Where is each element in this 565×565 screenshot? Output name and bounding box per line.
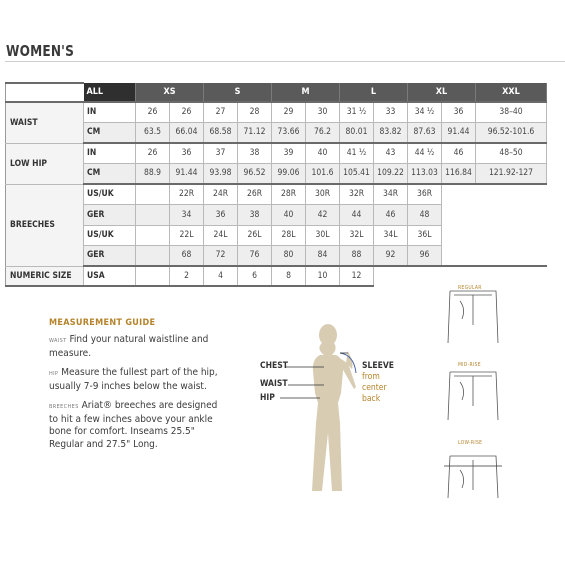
unit-label: GER — [84, 245, 136, 266]
table-cell: 26 — [170, 102, 204, 122]
table-cell: 12 — [340, 266, 374, 286]
table-cell: 38 — [238, 204, 272, 225]
guide-title: MEASUREMENT GUIDE — [49, 318, 156, 328]
table-cell: 36L — [408, 225, 442, 245]
table-cell: 26 — [136, 102, 170, 122]
fit-regular — [440, 285, 506, 343]
unit-label: US/UK — [84, 225, 136, 245]
table-cell: 116.84 — [442, 163, 476, 184]
unit-label: GER — [84, 204, 136, 225]
waist-tag: WAIST — [49, 338, 67, 344]
table-cell — [136, 225, 170, 245]
table-cell: 39 — [272, 143, 306, 163]
table-cell: 80 — [272, 245, 306, 266]
fit-label: REGULAR — [458, 285, 482, 291]
header-size-xl: XL — [408, 83, 476, 102]
table-cell: 24L — [204, 225, 238, 245]
table-cell: 63.5 — [136, 122, 170, 143]
table-cell: 4 — [204, 266, 238, 286]
breeches-text: Ariat® breeches are designed to hit a few inches above your ankle bone for comfort. Inseams 25.5" Regular and 27.5" Long. — [49, 400, 218, 450]
table-cell: 28 — [238, 102, 272, 122]
table-cell: 46 — [374, 204, 408, 225]
low-hip-label: LOW HIP — [6, 143, 84, 184]
table-cell: 36 — [204, 204, 238, 225]
table-cell: 34L — [374, 225, 408, 245]
table-cell: 80.01 — [340, 122, 374, 143]
hip-figure-label: HIP — [260, 393, 275, 403]
table-cell: 43 — [374, 143, 408, 163]
sleeve-note-2: center — [362, 383, 387, 393]
table-cell: 26R — [238, 184, 272, 204]
sleeve-label: SLEEVE — [362, 361, 394, 371]
woman-silhouette-icon — [258, 323, 408, 493]
unit-label: CM — [84, 163, 136, 184]
table-cell: 22R — [170, 184, 204, 204]
table-cell: 96 — [408, 245, 442, 266]
table-cell: 27 — [204, 102, 238, 122]
table-cell: 36R — [408, 184, 442, 204]
fit-low-rise — [440, 440, 506, 498]
unit-label: IN — [84, 143, 136, 163]
breeches-label: BREECHES — [6, 184, 84, 266]
hip-tag: HIP — [49, 371, 59, 377]
table-cell: 44 — [340, 204, 374, 225]
fit-label: LOW-RISE — [458, 440, 483, 446]
table-cell: 33 — [374, 102, 408, 122]
table-cell: 28L — [272, 225, 306, 245]
waist-in-row — [6, 102, 547, 122]
table-cell: 48 — [408, 204, 442, 225]
table-cell: 34 ½ — [408, 102, 442, 122]
table-cell: 6 — [238, 266, 272, 286]
table-cell: 88.9 — [136, 163, 170, 184]
table-cell: 76.2 — [306, 122, 340, 143]
size-header-row — [6, 83, 547, 102]
table-cell: 73.66 — [272, 122, 306, 143]
header-all: ALL — [84, 83, 136, 102]
header-size-xxl: XXL — [476, 83, 547, 102]
table-cell: 24R — [204, 184, 238, 204]
table-cell: 68 — [170, 245, 204, 266]
table-cell: 84 — [306, 245, 340, 266]
breeches-tag: BREECHES — [49, 404, 79, 410]
table-cell: 40 — [306, 143, 340, 163]
waist-text: Find your natural waistline and measure. — [49, 334, 209, 359]
table-cell: 96.52 — [238, 163, 272, 184]
table-cell: 10 — [306, 266, 340, 286]
guide-waist — [49, 334, 229, 360]
numeric-size-label: NUMERIC SIZE — [6, 266, 84, 286]
numeric-size-row — [6, 266, 547, 286]
page-title: WOMEN'S — [6, 42, 75, 60]
waist-figure-label: WAIST — [260, 379, 288, 389]
table-cell: 38–40 — [476, 102, 547, 122]
table-cell: 34 — [170, 204, 204, 225]
table-cell: 121.92-127 — [476, 163, 547, 184]
header-size-l: L — [340, 83, 408, 102]
breeches-row-1 — [6, 184, 547, 204]
table-cell: 41 ½ — [340, 143, 374, 163]
table-cell: 87.63 — [408, 122, 442, 143]
breeches-row-3 — [6, 225, 547, 245]
table-cell: 32R — [340, 184, 374, 204]
table-cell: 34R — [374, 184, 408, 204]
table-cell: 68.58 — [204, 122, 238, 143]
body-measurement-figure — [258, 323, 408, 493]
table-cell: 42 — [306, 204, 340, 225]
table-cell: 88 — [340, 245, 374, 266]
table-cell: 96.52-101.6 — [476, 122, 547, 143]
header-size-s: S — [204, 83, 272, 102]
table-cell: 30L — [306, 225, 340, 245]
table-cell: 83.82 — [374, 122, 408, 143]
table-cell — [136, 184, 170, 204]
table-cell — [136, 204, 170, 225]
table-cell: 26 — [136, 143, 170, 163]
table-cell: 22L — [170, 225, 204, 245]
table-cell: 28R — [272, 184, 306, 204]
size-chart-table — [5, 82, 547, 287]
guide-hip — [49, 367, 229, 393]
unit-label: IN — [84, 102, 136, 122]
table-cell: 105.41 — [340, 163, 374, 184]
title-divider — [5, 61, 565, 62]
chest-label: CHEST — [260, 361, 288, 371]
table-cell: 46 — [442, 143, 476, 163]
table-cell: 66.04 — [170, 122, 204, 143]
pants-mid-rise-icon — [440, 362, 506, 420]
waist-cm-row — [6, 122, 547, 143]
breeches-row-4 — [6, 245, 547, 266]
table-cell — [136, 266, 170, 286]
table-cell: 91.44 — [170, 163, 204, 184]
hip-text: Measure the fullest part of the hip, usually 7-9 inches below the waist. — [49, 367, 218, 392]
table-cell: 30 — [306, 102, 340, 122]
breeches-row-2 — [6, 204, 547, 225]
table-cell: 40 — [272, 204, 306, 225]
table-cell: 29 — [272, 102, 306, 122]
waist-label: WAIST — [6, 102, 84, 143]
table-cell: 26L — [238, 225, 272, 245]
table-cell: 101.6 — [306, 163, 340, 184]
unit-label: US/UK — [84, 184, 136, 204]
fit-label: MID-RISE — [458, 362, 481, 368]
hip-in-row — [6, 143, 547, 163]
table-cell: 36 — [170, 143, 204, 163]
guide-breeches — [49, 400, 229, 451]
table-cell: 99.06 — [272, 163, 306, 184]
sleeve-note-1: from — [362, 372, 380, 382]
table-cell: 109.22 — [374, 163, 408, 184]
hip-cm-row — [6, 163, 547, 184]
table-cell: 113.03 — [408, 163, 442, 184]
table-cell: 48–50 — [476, 143, 547, 163]
table-cell: 36 — [442, 102, 476, 122]
table-cell: 30R — [306, 184, 340, 204]
table-cell — [136, 245, 170, 266]
table-cell: 44 ½ — [408, 143, 442, 163]
pants-low-rise-icon — [440, 440, 506, 498]
table-cell: 2 — [170, 266, 204, 286]
table-cell: 71.12 — [238, 122, 272, 143]
table-cell: 72 — [204, 245, 238, 266]
pants-regular-icon — [440, 285, 506, 343]
fit-mid-rise — [440, 362, 506, 420]
unit-label: CM — [84, 122, 136, 143]
table-cell: 92 — [374, 245, 408, 266]
table-cell: 76 — [238, 245, 272, 266]
measurement-guide — [49, 318, 229, 458]
table-cell: 38 — [238, 143, 272, 163]
table-cell: 31 ½ — [340, 102, 374, 122]
sleeve-note-3: back — [362, 394, 381, 404]
table-cell: 93.98 — [204, 163, 238, 184]
header-blank — [6, 83, 84, 102]
table-cell: 37 — [204, 143, 238, 163]
unit-label: USA — [84, 266, 136, 286]
header-size-xs: XS — [136, 83, 204, 102]
table-cell: 32L — [340, 225, 374, 245]
header-size-m: M — [272, 83, 340, 102]
table-cell: 91.44 — [442, 122, 476, 143]
table-cell: 8 — [272, 266, 306, 286]
